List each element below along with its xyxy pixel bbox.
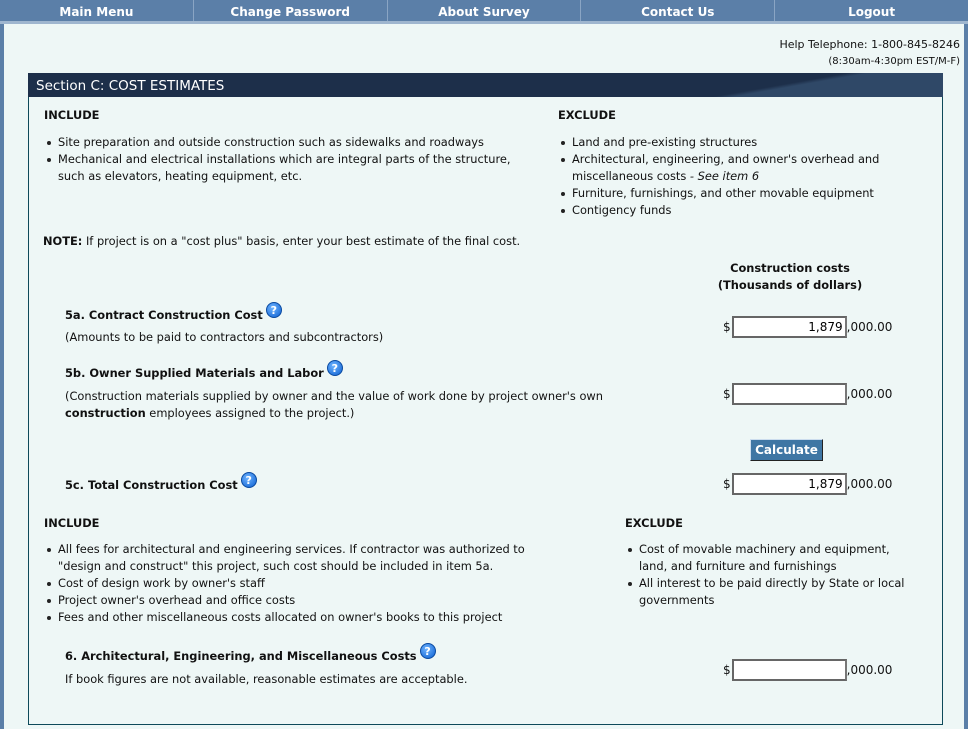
item-5a-amount	[723, 316, 892, 338]
note-label: NOTE:	[43, 234, 83, 248]
list-item-line: Cost of movable machinery and equipment,	[639, 542, 890, 556]
exclude-heading-2: EXCLUDE	[625, 516, 683, 530]
help-icon[interactable]: ?	[420, 643, 436, 659]
list-item	[44, 609, 525, 626]
item-5c-label: 5c. Total Construction Cost	[65, 478, 238, 492]
item-6-amount	[723, 659, 892, 681]
item-6-desc: If book figures are not available, reasonable estimates are acceptable.	[65, 672, 468, 686]
list-item-line: Contigency funds	[572, 203, 672, 217]
list-item-line: miscellaneous costs - See item 6	[572, 169, 760, 183]
nav-logout[interactable]: Logout	[774, 0, 968, 21]
list-item-line: Project owner's overhead and office costs	[58, 593, 296, 607]
help-hours: (8:30am-4:30pm EST/M-F)	[828, 56, 960, 67]
list-item	[44, 151, 511, 185]
list-item-line: All fees for architectural and engineering services. If contractor was authorized to	[58, 542, 525, 556]
thousands-suffix: ,000.00	[846, 320, 893, 334]
item-5b-desc-bold: construction	[65, 406, 146, 420]
list-item	[625, 575, 904, 609]
note-text: If project is on a "cost plus" basis, enter your best estimate of the final cost.	[82, 234, 521, 248]
list-item-line: such as elevators, heating equipment, etc.	[58, 169, 303, 183]
help-icon[interactable]: ?	[327, 360, 343, 376]
architectural-costs-input[interactable]	[732, 659, 847, 681]
note	[43, 233, 520, 250]
list-item-line: All interest to be paid directly by State or local	[639, 576, 905, 590]
exclude-list	[558, 134, 879, 219]
nav-main-menu[interactable]: Main Menu	[59, 5, 134, 19]
item-6-label: 6. Architectural, Engineering, and Miscellaneous Costs	[65, 649, 417, 663]
currency-symbol: $	[723, 320, 731, 334]
include-heading: INCLUDE	[44, 108, 100, 122]
thousands-suffix: ,000.00	[846, 663, 893, 677]
column-header-line1: Construction costs	[730, 261, 850, 275]
item-5b-desc-line1: (Construction materials supplied by owner and the value of work done by project owner's own	[65, 389, 603, 403]
list-item-line: Cost of design work by owner's staff	[58, 576, 265, 590]
list-item-line: Architectural, engineering, and owner's overhead and	[572, 152, 880, 166]
item-5a-desc: (Amounts to be paid to contractors and subcontractors)	[65, 330, 384, 344]
nav-contact-us[interactable]: Contact Us	[580, 0, 774, 21]
list-item	[558, 202, 879, 219]
list-item-line: Land and pre-existing structures	[572, 135, 758, 149]
list-item-line: Site preparation and outside construction such as sidewalks and roadways	[58, 135, 484, 149]
list-item	[44, 134, 511, 151]
include-list	[44, 134, 511, 185]
column-header	[690, 260, 890, 294]
nav-about-survey[interactable]: About Survey	[387, 0, 581, 21]
see-item-note: - See item 6	[686, 169, 760, 183]
item-5a-title	[65, 304, 282, 324]
window-frame-left	[0, 0, 4, 729]
contract-construction-cost-input[interactable]	[732, 316, 847, 338]
currency-symbol: $	[723, 663, 731, 677]
item-5b-label: 5b. Owner Supplied Materials and Labor	[65, 366, 324, 380]
list-item	[558, 151, 879, 185]
item-5b-title	[65, 362, 343, 382]
section-title: Section C: COST ESTIMATES	[28, 73, 943, 97]
list-item	[44, 575, 525, 592]
window-frame-right	[964, 0, 968, 729]
help-icon[interactable]: ?	[241, 472, 257, 488]
list-item	[625, 541, 904, 575]
list-item-line: Fees and other miscellaneous costs allocated on owner's books to this project	[58, 610, 503, 624]
list-item	[44, 592, 525, 609]
include-list-2	[44, 541, 525, 626]
top-nav	[0, 0, 968, 24]
item-5b-amount	[723, 383, 892, 405]
owner-supplied-input[interactable]	[732, 383, 847, 405]
item-6-title	[65, 645, 436, 665]
exclude-list-2	[625, 541, 904, 609]
list-item-line: Furniture, furnishings, and other movable equipment	[572, 186, 874, 200]
help-info	[779, 36, 960, 70]
list-item	[44, 541, 525, 575]
list-item	[558, 134, 879, 151]
thousands-suffix: ,000.00	[846, 387, 893, 401]
list-item-line: land, and furniture and furnishings	[639, 559, 837, 573]
calculate-button[interactable]: Calculate	[750, 439, 823, 461]
nav-change-password[interactable]: Change Password	[193, 0, 387, 21]
currency-symbol: $	[723, 387, 731, 401]
item-5b-desc	[65, 388, 603, 422]
item-5c-amount	[723, 473, 892, 495]
exclude-heading: EXCLUDE	[558, 108, 616, 122]
item-5b-desc-rest: employees assigned to the project.)	[145, 406, 355, 420]
help-icon[interactable]: ?	[266, 302, 282, 318]
item-5a-label: 5a. Contract Construction Cost	[65, 308, 263, 322]
list-item	[558, 185, 879, 202]
include-heading-2: INCLUDE	[44, 516, 100, 530]
help-phone: Help Telephone: 1-800-845-8246	[779, 38, 960, 51]
total-construction-cost-input[interactable]	[732, 473, 847, 495]
list-item-line: governments	[639, 593, 715, 607]
item-5b-desc-line2	[65, 405, 603, 422]
list-item-line: Mechanical and electrical installations which are integral parts of the structure,	[58, 152, 511, 166]
column-header-line2: (Thousands of dollars)	[717, 278, 863, 292]
item-5c-title	[65, 474, 257, 494]
list-item-line: "design and construct" this project, such cost should be included in item 5a.	[58, 559, 494, 573]
currency-symbol: $	[723, 477, 731, 491]
thousands-suffix: ,000.00	[846, 477, 893, 491]
